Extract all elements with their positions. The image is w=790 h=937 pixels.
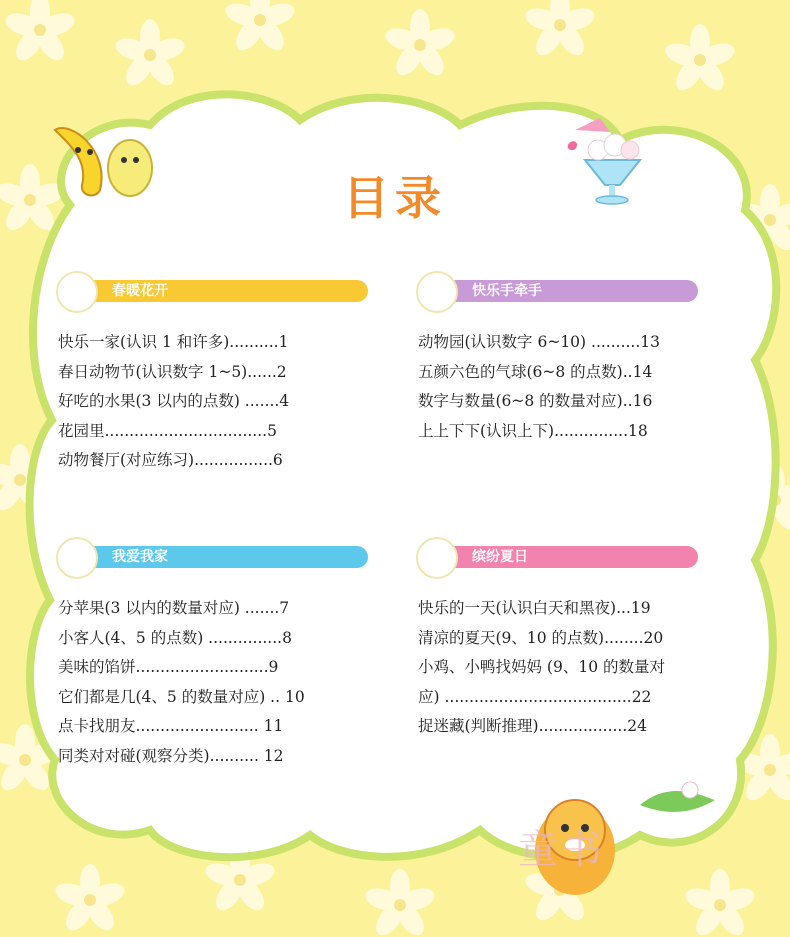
- toc-entry[interactable]: 分苹果(3 以内的数量对应) .......7: [58, 599, 290, 617]
- toc-entry[interactable]: 应) ......................................22: [418, 687, 652, 706]
- toc-entry[interactable]: 它们都是几(4、5 的数量对应) .. 10: [58, 687, 305, 706]
- toc-entry[interactable]: 清凉的夏天(9、10 的点数)........20: [418, 628, 664, 647]
- section-spring: [58, 280, 388, 476]
- page-title: 目录: [343, 171, 447, 225]
- toc-entry[interactable]: 花园里.................................5: [58, 421, 277, 440]
- section-title: 我爱我家: [112, 549, 168, 565]
- house-icon: [56, 537, 98, 579]
- section-summer: [418, 546, 748, 742]
- toc-entry[interactable]: 上上下下(认识上下)...............18: [418, 421, 648, 440]
- toc-entry[interactable]: 点卡找朋友......................... 11: [58, 717, 284, 735]
- toc-entry[interactable]: 春日动物节(认识数字 1~5)......2: [58, 362, 287, 381]
- section-banner: [68, 546, 368, 568]
- toc-entry[interactable]: 快乐一家(认识 1 和许多)..........1: [58, 333, 289, 351]
- toc-entry[interactable]: 数字与数量(6~8 的数量对应)..16: [418, 392, 653, 410]
- section-title: 缤纷夏日: [472, 549, 528, 565]
- toc-list: [58, 594, 388, 771]
- section-hand-in-hand: [418, 280, 748, 446]
- toc-list: [418, 328, 748, 446]
- toc-list: [58, 328, 388, 476]
- section-title: 快乐手牵手: [472, 283, 542, 299]
- toc-entry[interactable]: 同类对对碰(观察分类).......... 12: [58, 746, 284, 765]
- children-icon: [416, 271, 458, 313]
- toc-list: [418, 594, 748, 742]
- toc-entry[interactable]: 小客人(4、5 的点数) ...............8: [58, 628, 292, 647]
- toc-entry[interactable]: 捉迷藏(判断推理)..................24: [418, 717, 648, 735]
- toc-entry[interactable]: 动物园(认识数字 6~10) ..........13: [418, 333, 661, 351]
- section-love-home: [58, 546, 388, 771]
- section-banner: [68, 280, 368, 302]
- watermark: 童书: [518, 827, 606, 873]
- toc-entry[interactable]: 好吃的水果(3 以内的点数) .......4: [58, 392, 290, 410]
- section-title: 春暖花开: [112, 283, 168, 299]
- toc-entry[interactable]: 快乐的一天(认识白天和黑夜)...19: [418, 599, 651, 617]
- section-banner: [428, 546, 698, 568]
- sun-icon: [416, 537, 458, 579]
- toc-entry[interactable]: 动物餐厅(对应练习)................6: [58, 451, 283, 469]
- toc-entry[interactable]: 美味的馅饼...........................9: [58, 658, 279, 676]
- toc-entry[interactable]: 五颜六色的气球(6~8 的点数)..14: [418, 362, 653, 381]
- toc-entry[interactable]: 小鸡、小鸭找妈妈 (9、10 的数量对: [418, 658, 665, 676]
- flower-icon: [56, 271, 98, 313]
- section-banner: [428, 280, 698, 302]
